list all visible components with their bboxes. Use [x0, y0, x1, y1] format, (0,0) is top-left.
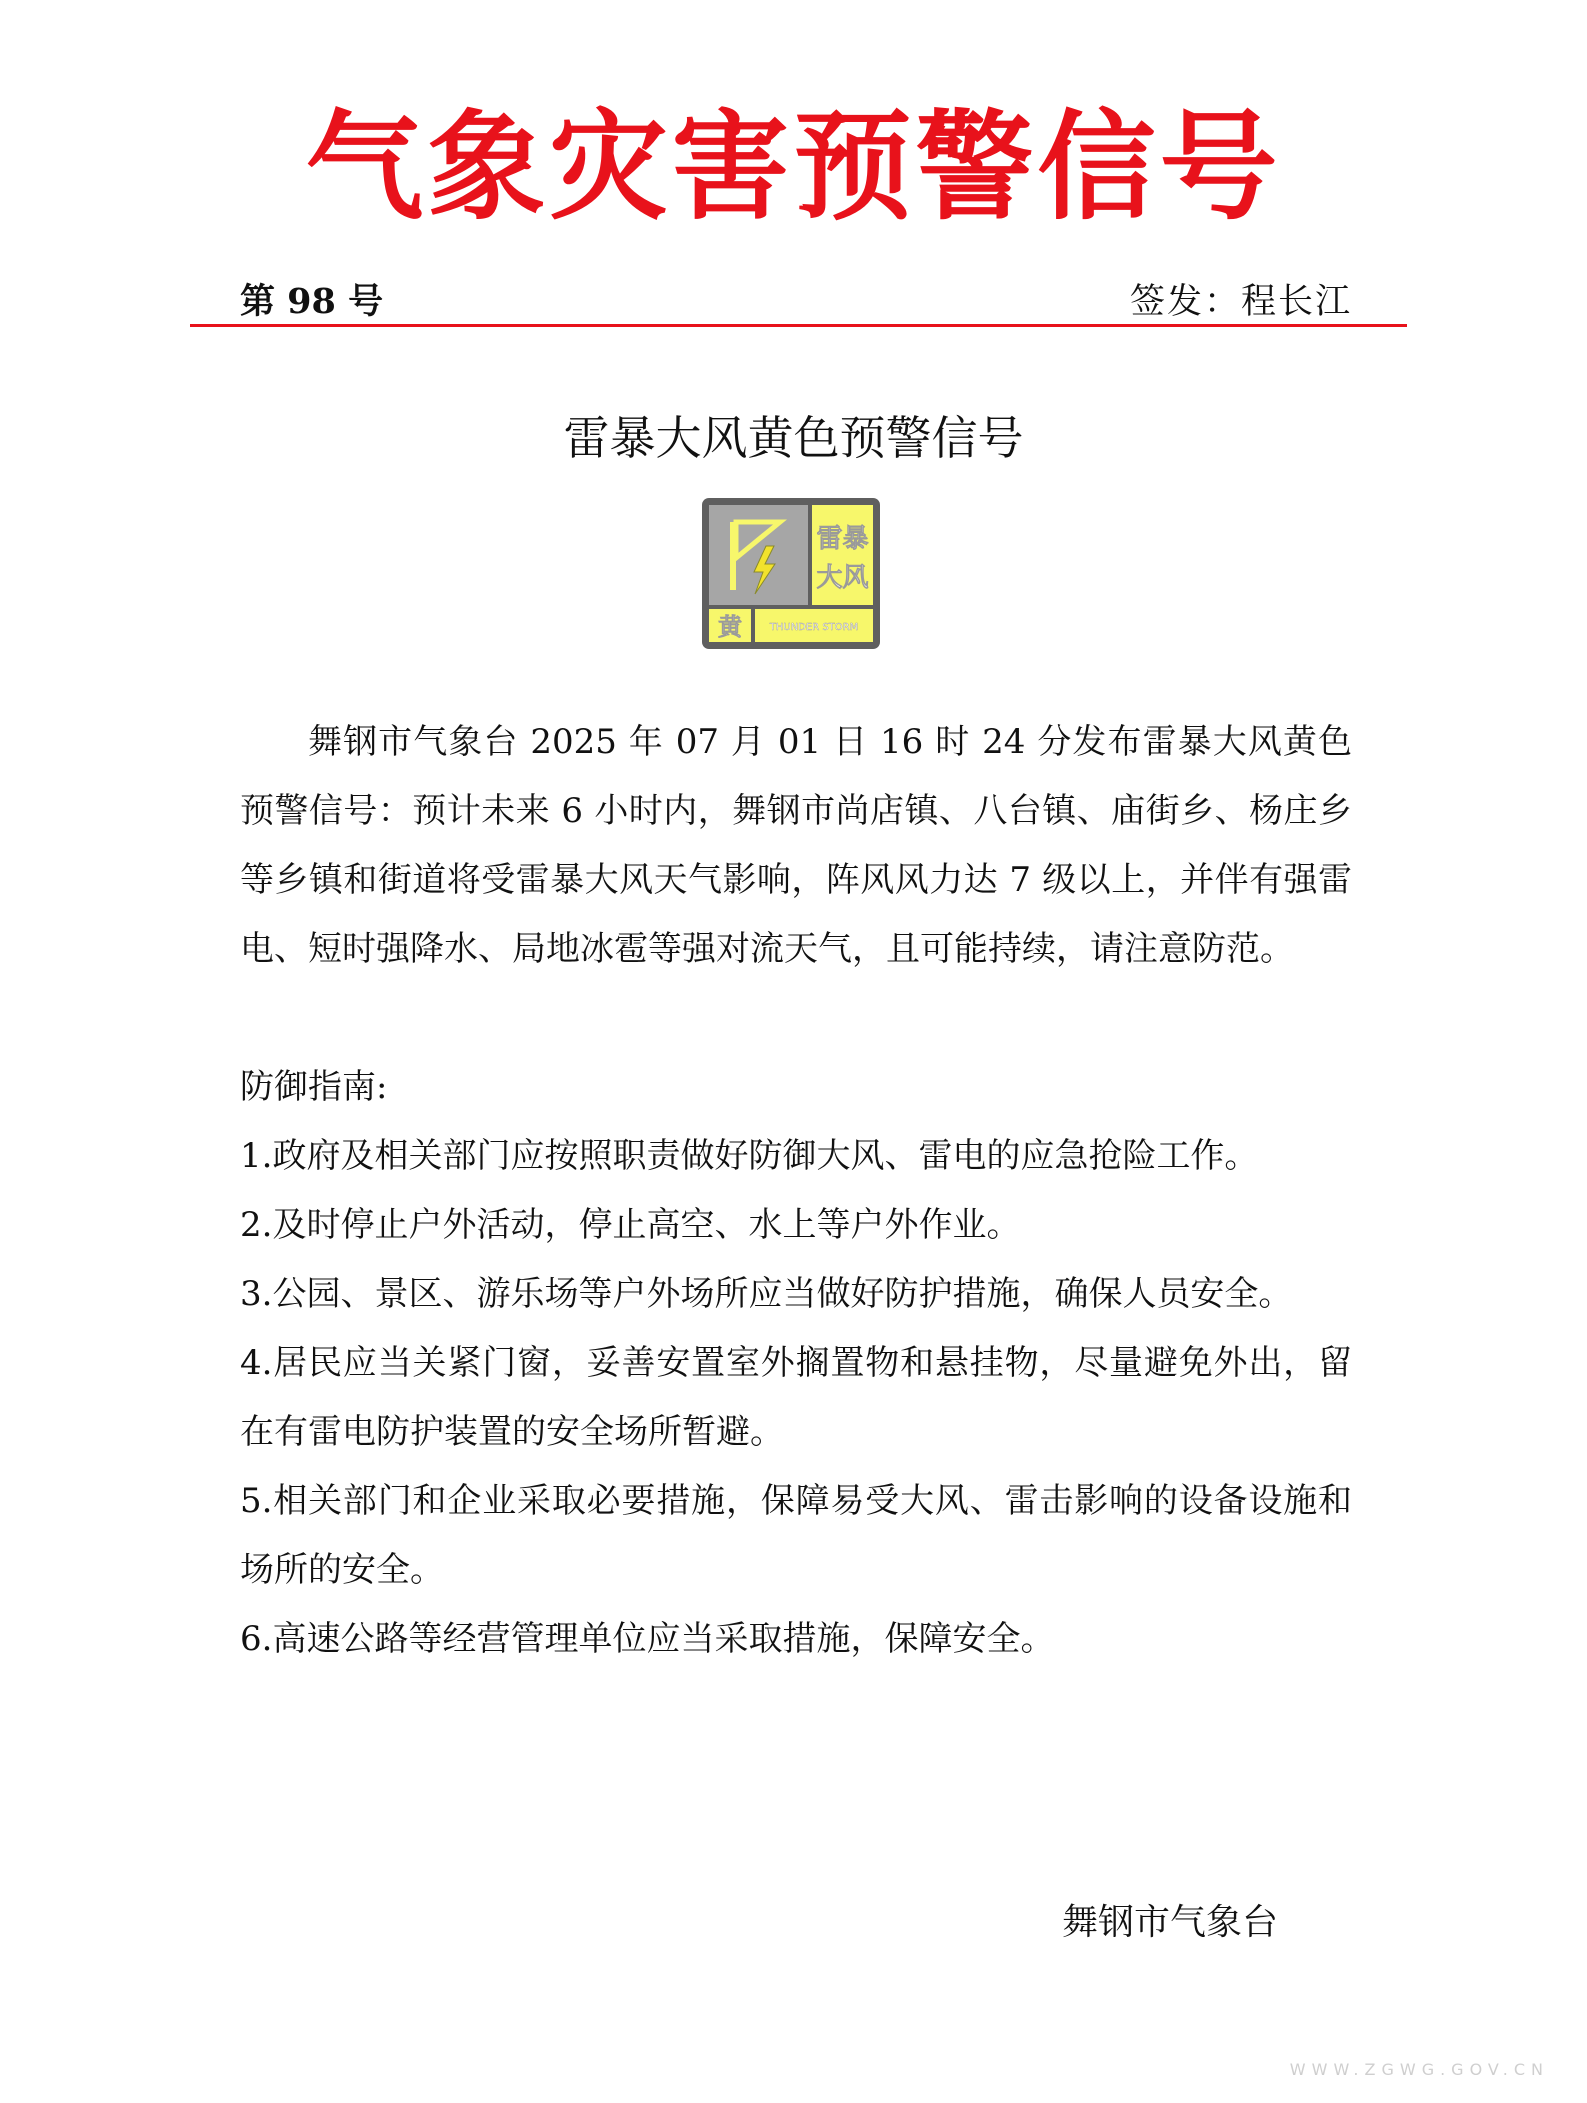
signal-bottom-label: 大风 — [816, 563, 869, 593]
guide-item: 5.相关部门和企业采取必要措施，保障易受大风、雷击影响的设备设施和场所的安全。 — [240, 1481, 1352, 1590]
signal-top-label: 雷暴 — [816, 524, 869, 554]
guide-item: 2.及时停止户外活动，停止高空、水上等户外作业。 — [240, 1205, 1021, 1245]
document-meta-row — [240, 278, 1352, 326]
thunderstorm-wind-yellow-signal-icon — [700, 496, 882, 651]
guide-item: 1.政府及相关部门应按照职责做好防御大风、雷电的应急抢险工作。 — [240, 1136, 1259, 1176]
signal-english-label: THUNDER STORM — [769, 622, 859, 633]
warning-body — [240, 708, 1352, 1674]
guide-heading: 防御指南: — [240, 1067, 388, 1107]
guide-item: 4.居民应当关紧门窗，妥善安置室外搁置物和悬挂物，尽量避免外出，留在有雷电防护装置的安全场所暂避。 — [240, 1343, 1352, 1452]
red-divider — [190, 324, 1407, 327]
issuer-signature: 舞钢市气象台 — [1062, 1902, 1279, 1943]
document-number: 第 98 号 — [240, 281, 384, 322]
guide-item: 6.高速公路等经营管理单位应当采取措施，保障安全。 — [240, 1619, 1055, 1659]
site-watermark: WWW.ZGWG.GOV.CN — [1289, 2060, 1549, 2079]
masthead-title: 气象灾害预警信号 — [305, 98, 1282, 236]
document-title: 雷暴大风黄色预警信号 — [563, 411, 1024, 465]
lead-paragraph: 舞钢市气象台 2025 年 07 月 01 日 16 时 24 分发布雷暴大风黄色预警信号：预计未来 6 小时内，舞钢市尚店镇、八台镇、庙街乡、杨庄乡等乡镇和街道将受雷暴大风天气影响，阵风风力达 7 级以上，并伴有强雷电、短时强降水、局地冰雹等强对流天气，且可能持续，请注意防范。 — [240, 722, 1352, 969]
guide-item: 3.公园、景区、游乐场等户外场所应当做好防护措施，确保人员安全。 — [240, 1274, 1293, 1314]
signer: 签发：程长江 — [1129, 282, 1352, 322]
signal-level-label: 黄 — [718, 613, 742, 641]
